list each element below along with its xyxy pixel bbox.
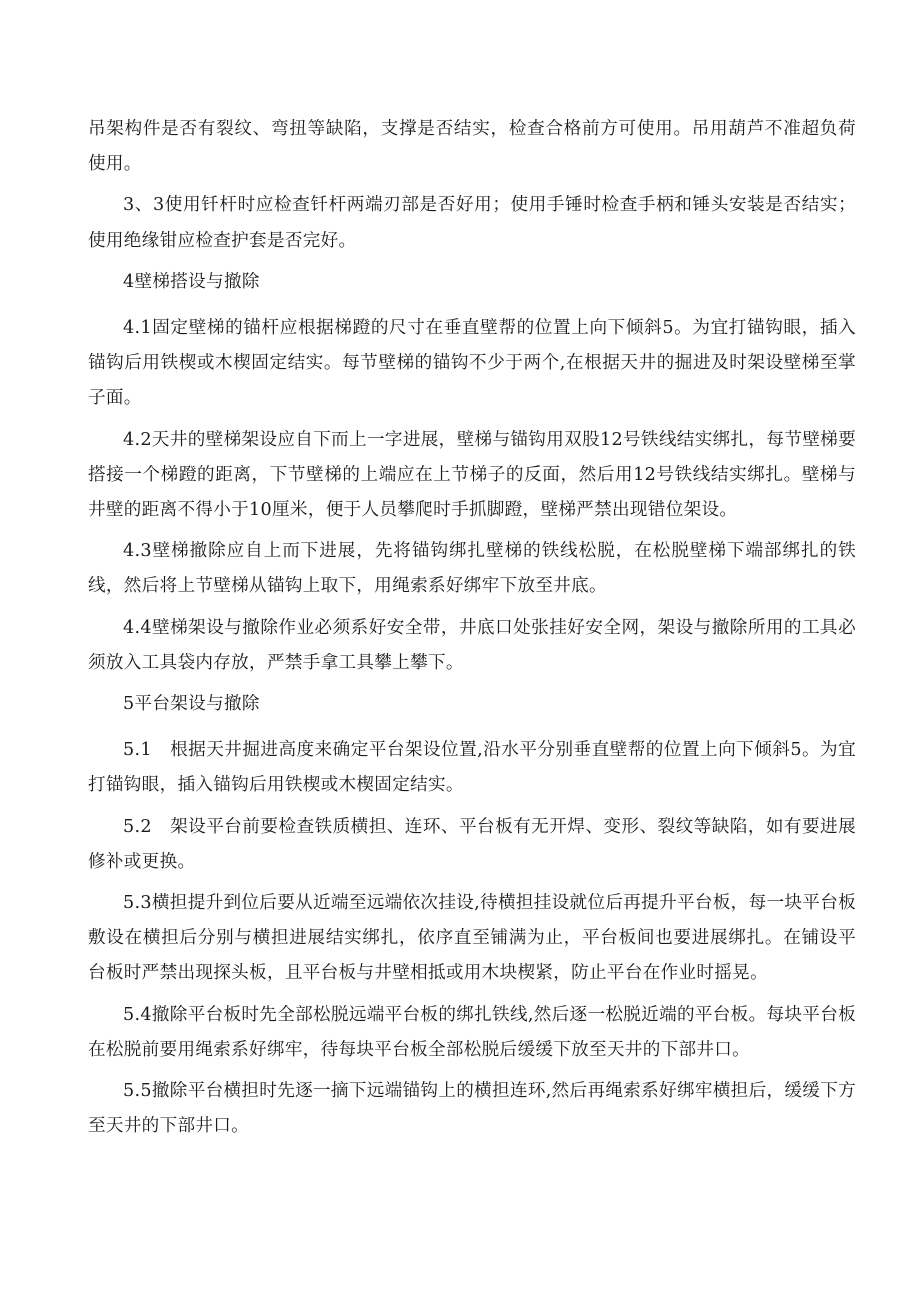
paragraph-4-4: 4.4壁梯架设与撤除作业必须系好安全带，井底口处张挂好安全网，架设与撤除所用的工具必须放入工具袋内存放，严禁手拿工具攀上攀下。 (88, 617, 856, 673)
paragraph-3-3: 3、3使用钎杆时应检查钎杆两端刃部是否好用；使用手锤时检查手柄和锤头安装是否结实；使用绝缘钳应检查护套是否完好。 (88, 195, 856, 251)
section-heading-4: 4壁梯搭设与撤除 (123, 271, 260, 292)
paragraph-5-3: 5.3横担提升到位后要从近端至远端依次挂设,待横担挂设就位后再提升平台板，每一块平台板敷设在横担后分别与横担进展结实绑扎，依序直至铺满为止，平台板间也要进展绑扎。在铺设平台板时严禁出现探头板，且平台板与井壁相抵或用木块楔紧，防止平台在作业时摇晃。 (88, 893, 856, 984)
paragraph-4-3: 4.3壁梯撤除应自上而下进展，先将锚钩绑扎壁梯的铁线松脱，在松脱壁梯下端部绑扎的铁线，然后将上节壁梯从锚钩上取下，用绳索系好绑牢下放至井底。 (88, 541, 856, 597)
paragraph-5-5: 5.5撤除平台横担时先逐一摘下远端锚钩上的横担连环,然后再绳索系好绑牢横担后，缓缓下方至天井的下部井口。 (88, 1081, 856, 1137)
paragraph-4-1: 4.1固定壁梯的锚杆应根据梯蹬的尺寸在垂直壁帮的位置上向下倾斜5。为宜打锚钩眼，插入锚钩后用铁楔或木楔固定结实。每节壁梯的锚钩不少于两个,在根据天井的掘进及时架设壁梯至掌子面。 (88, 318, 856, 409)
document-body (88, 112, 856, 1150)
paragraph-continuation: 吊架构件是否有裂纹、弯扭等缺陷，支撑是否结实，检查合格前方可使用。吊用葫芦不准超负荷使用。 (88, 119, 856, 175)
paragraph-5-4: 5.4撤除平台板时先全部松脱远端平台板的绑扎铁线,然后逐一松脱近端的平台板。每块平台板在松脱前要用绳索系好绑牢，待每块平台板全部松脱后缓缓下放至天井的下部井口。 (88, 1004, 856, 1060)
paragraph-5-2: 5.2 架设平台前要检查铁质横担、连环、平台板有无开焊、变形、裂纹等缺陷，如有要进展修补或更换。 (88, 816, 856, 872)
paragraph-4-2: 4.2天井的壁梯架设应自下而上一字进展，壁梯与锚钩用双股12号铁线结实绑扎，每节壁梯要搭接一个梯蹬的距离，下节壁梯的上端应在上节梯子的反面，然后用12号铁线结实绑扎。壁梯与井壁的距离不得小于10厘米，便于人员攀爬时手抓脚蹬，壁梯严禁出现错位架设。 (88, 429, 856, 521)
paragraph-5-1: 5.1 根据天井掘进高度来确定平台架设位置,沿水平分别垂直壁帮的位置上向下倾斜5。为宜打锚钩眼，插入锚钩后用铁楔或木楔固定结实。 (88, 740, 856, 796)
section-heading-5: 5平台架设与撤除 (123, 694, 260, 715)
